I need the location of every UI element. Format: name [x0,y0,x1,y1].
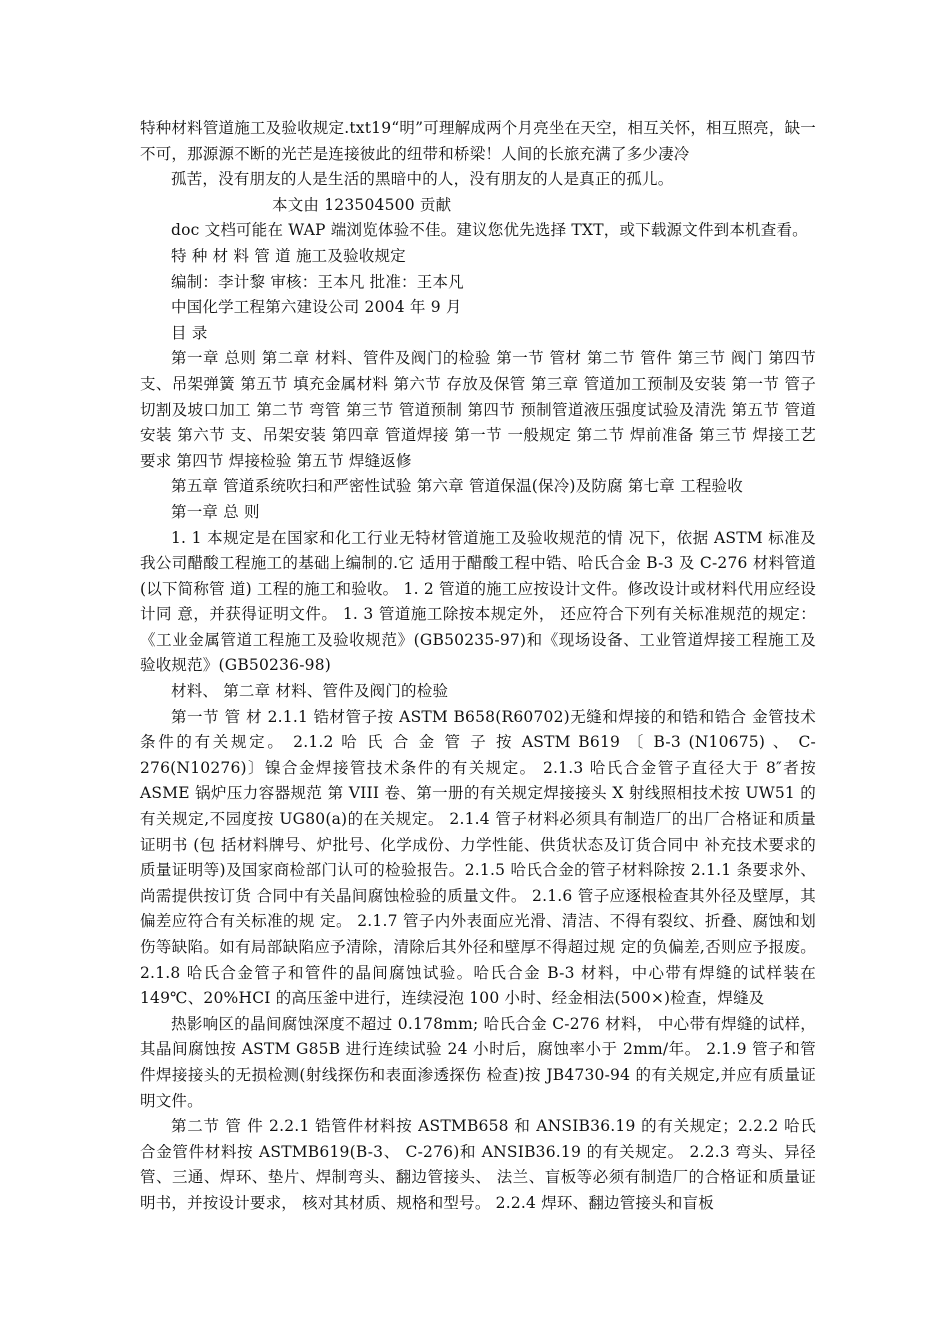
credit-line: 本文由 123504500 贡献 [272,195,452,214]
chapter-1-body: 1. 1 本规定是在国家和化工行业无特材管道施工及验收规范的情 况下，依据 ASTM 标准及我公司醋酸工程施工的基础上编制的.它 适用于醋酸工程中锆、哈氏合金 B-3 及 C-276 材料管道(以下简称管 道) 工程的施工和验收。 1. 2 管道的施工应按设计文件。修改设计或材料代用应经设计同 意，并获得证明文件。 1. 3 管道施工除按本规定外， 还应符合下列有关标准规范的规定：《工业金属管道工程施工及验收规范》(GB50235-97)和《现场设备、工业管道焊接工程施工及验收规范》(GB50236-98) [140,528,816,675]
chapter-2-heading: 材料、 第二章 材料、管件及阀门的检验 [171,682,449,701]
wap-notice: doc 文档可能在 WAP 端浏览体验不佳。建议您优先选择 TXT，或下载源文件到本机查看。 [171,221,808,240]
section-2-1-body: 第一节 管 材 2.1.1 锆材管子按 ASTM B658(R60702)无缝和焊接的和锆和锆合 金管技术条件的有关规定。 2.1.2 哈 氏 合 金 管 子 按 ASTM B619 〔 B-3 (N10675) 、 C-276(N10276)〕镍合金焊接管技术条件的有关规定。 2.1.3 哈氏合金管子直径大于 8″者按 ASME 锅炉压力容器规范 第 VIII 卷、第一册的有关规定焊接接头 X 射线照相技术按 UW51 的 有关规定,不园度按 UG80(a)的在关规定。 2.1.4 管子材料必须具有制造厂的出厂合格证和质量证明书 (包 括材料牌号、炉批号、化学成份、力学性能、供货状态及订货合同中 补充技术要求的质量证明等)及国家商检部门认可的检验报告。2.1.5 哈氏合金的管子材料除按 2.1.1 条要求外、尚需提供按订货 合同中有关晶间腐蚀检验的质量文件。 2.1.6 管子应逐根检查其外径及壁厚，其偏差应符合有关标准的规 定。 2.1.7 管子内外表面应光滑、清洁、不得有裂纹、折叠、腐蚀和划 伤等缺陷。如有局部缺陷应予清除，清除后其外径和壁厚不得超过规 定的负偏差,否则应予报废。2.1.8 哈氏合金管子和管件的晶间腐蚀试验。哈氏合金 B-3 材料，中心带有焊缝的试样装在 149℃、20%HCI 的高压釜中进行，连续浸泡 100 小时、经金相法(500×)检查，焊缝及 [140,707,816,1008]
section-2-1-body-cont: 热影响区的晶间腐蚀深度不超过 0.178mm; 哈氏合金 C-276 材料， 中心带有焊缝的试样， 其晶间腐蚀按 ASTM G85B 进行连续试验 24 小时后，腐蚀率小于 2mm/年。 2.1.9 管子和管件焊接接头的无损检测(射线探伤和表面渗透探伤 检查)按 JB4730-94 的有关规定,并应有质量证明文件。 [140,1014,816,1110]
intro-line-2: 孤苦，没有朋友的人是生活的黑暗中的人，没有朋友的人是真正的孤儿。 [171,170,674,189]
chapter-1-heading: 第一章 总 则 [171,502,260,521]
section-2-2-body: 第二节 管 件 2.2.1 锆管件材料按 ASTMB658 和 ANSIB36.19 的有关规定；2.2.2 哈氏合金管件材料按 ASTMB619(B-3、 C-276)和 ANSIB36.19 的有关规定。 2.2.3 弯头、异径管、三通、焊环、垫片、焊制弯头、翻边管接头、 法兰、盲板等必须有制造厂的合格证和质量证明书，并按设计要求， 核对其材质、规格和型号。 2.2.4 焊环、翻边管接头和盲板 [140,1117,816,1212]
toc-heading: 目 录 [171,323,208,342]
doc-title: 特 种 材 料 管 道 施工及验收规定 [171,246,406,265]
toc-body-2: 第五章 管道系统吹扫和严密性试验 第六章 管道保温(保冷)及防腐 第七章 工程验收 [171,477,743,496]
toc-body: 第一章 总则 第二章 材料、管件及阀门的检验 第一节 管材 第二节 管件 第三节 阀门 第四节 支、吊架弹簧 第五节 填充金属材料 第六节 存放及保管 第三章 管道加工预制及安装 第一节 管子切割及坡口加工 第二节 弯管 第三节 管道预制 第四节 预制管道液压强度试验及清洗 第五节 管道安装 第六节 支、吊架安装 第四章 管道焊接 第一节 一般规定 第二节 焊前准备 第三节 焊接工艺要求 第四节 焊接检验 第五节 焊缝返修 [140,349,816,470]
doc-editors: 编制：李计黎 审核：王本凡 批准：王本凡 [171,272,464,291]
document-page [140,116,816,1217]
intro-line-1: 特种材料管道施工及验收规定.txt19“明”可理解成两个月亮坐在天空，相互关怀，相互照亮，缺一不可，那源源不断的光芒是连接彼此的纽带和桥梁！人间的长旅充满了多少凄冷 [140,119,816,163]
doc-company-date: 中国化学工程第六建设公司 2004 年 9 月 [171,298,462,317]
